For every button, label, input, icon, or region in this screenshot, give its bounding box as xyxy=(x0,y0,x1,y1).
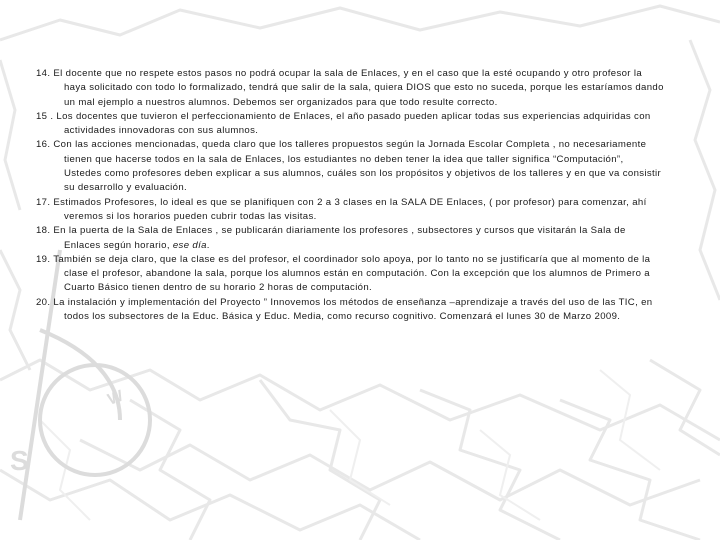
list-item-20: 20. La instalación y implementación del Proyecto ” Innovemos los métodos de enseñanza –aprendizaje a través del uso de las TIC, en todos los subsectores de la Educ. Básica y Educ. Media, como recurso cognitivo. Comenzará el lunes 30 de Marzo 2009. xyxy=(36,296,653,323)
list-item-15: 15 . Los docentes que tuvieron el perfeccionamiento de Enlaces, el año pasado pueden aplicar todas sus experiencias adquiridas con actividades innovadoras con sus alumnos. xyxy=(36,110,651,137)
slide-body xyxy=(36,67,664,324)
list-item-17: 17. Estimados Profesores, lo ideal es que se planifiquen con 2 a 3 clases en la SALA DE Enlaces, ( por profesor) para comenzar, ahí veremos si los horarios pueden cubrir todas las visitas. xyxy=(36,196,647,222)
list-item-16: 16. Con las acciones mencionadas, queda claro que los talleres propuestos según la Jornada Escolar Completa , no necesariamente tienen que hacerse todos en la sala de Enlaces, los estudiantes no deben tener la idea que taller significa “Computación”, Ustedes como profesores deben explicar a sus alumnos, cuáles son los propósitos y objetivos de los talleres y en que va consistir su desarrollo y evaluación. xyxy=(36,139,662,194)
list-item-14: 14. El docente que no respete estos pasos no podrá ocupar la sala de Enlaces, y en el caso que la esté ocupando y otro profesor la haya solicitado con todo lo formalizado, tendrá que salir de la sala, quiera DIOS que esto no suceda, porque les estaríamos dando un mal ejemplo a nuestros alumnos. Debemos ser organizados para que todo resulte correcto. xyxy=(36,68,664,108)
list-item-19: 19. También se deja claro, que la clase es del profesor, el coordinador solo apoya, por lo tanto no se justificaría que al momento de la clase el profesor, abandone la sala, porque los alumnos están en computación. Con la excepción que los alumnos de Primero a Cuarto Básico tienen dentro de su horario 2 horas de computación. xyxy=(36,253,651,294)
svg-text:S: S xyxy=(10,445,29,476)
list-item-18: 18. En la puerta de la Sala de Enlaces , se publicarán diariamente los profesores , subsectores y cursos que visitarán la Sala de Enlaces según horario, ese día. xyxy=(36,225,626,251)
emphasis-text: ese día xyxy=(172,239,207,251)
svg-text:W: W xyxy=(105,387,126,409)
